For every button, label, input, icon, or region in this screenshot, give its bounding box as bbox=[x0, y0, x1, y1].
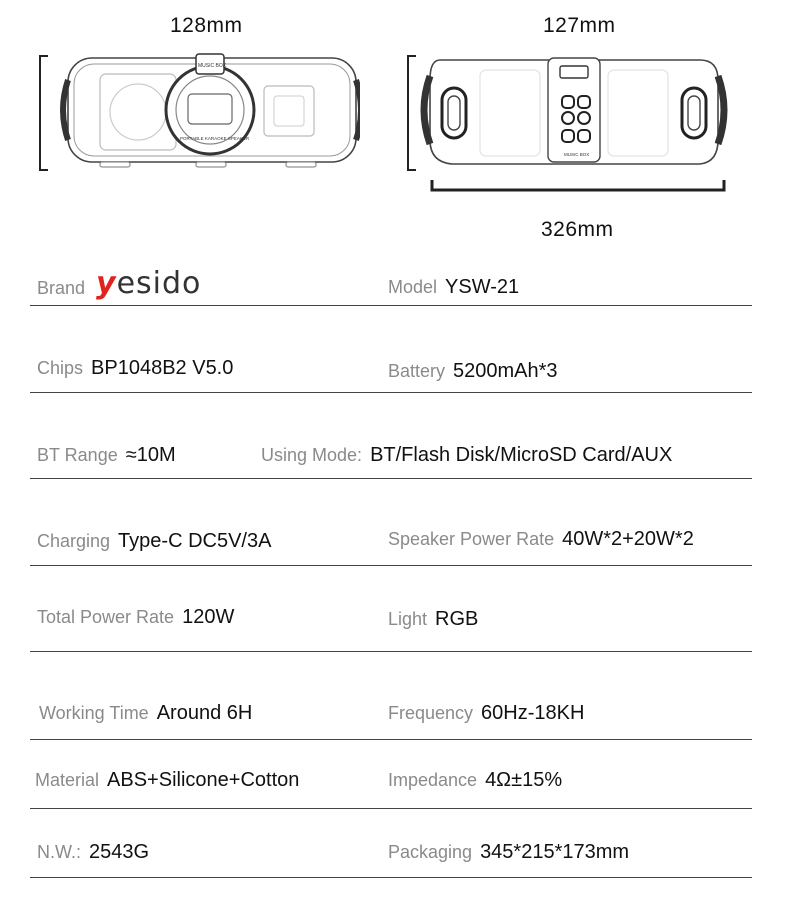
spec-label: BT Range bbox=[37, 445, 118, 465]
brand-logo-text: esido bbox=[116, 266, 202, 301]
spec-brand bbox=[37, 278, 93, 299]
spec-net-weight bbox=[37, 841, 149, 864]
row-divider bbox=[30, 305, 752, 306]
spec-value: ≈10M bbox=[125, 444, 176, 466]
spec-label: Charging bbox=[37, 531, 111, 551]
dimension-length: 326mm bbox=[541, 218, 614, 241]
spec-label: Light bbox=[388, 609, 428, 629]
spec-label: Frequency bbox=[388, 703, 474, 723]
spec-value: 4Ω±15% bbox=[485, 769, 563, 791]
spec-value: YSW-21 bbox=[445, 276, 520, 298]
spec-battery bbox=[388, 360, 558, 383]
spec-speaker-power bbox=[388, 528, 694, 551]
spec-value: BP1048B2 V5.0 bbox=[91, 357, 234, 379]
spec-label: Total Power Rate bbox=[37, 607, 175, 627]
row-divider bbox=[30, 739, 752, 740]
spec-value: 40W*2+20W*2 bbox=[562, 528, 694, 550]
brand-logo-mark: y bbox=[96, 266, 117, 301]
spec-label: Impedance bbox=[388, 770, 478, 790]
drawing-ring-text: PORTABLE KARAOKE SPEAKER bbox=[180, 136, 250, 141]
spec-brand-label: Brand bbox=[37, 278, 86, 298]
speaker-top-view-drawing bbox=[30, 40, 360, 230]
spec-charging bbox=[37, 530, 271, 553]
spec-material bbox=[35, 769, 299, 792]
spec-value: Around 6H bbox=[156, 702, 253, 724]
spec-value: 5200mAh*3 bbox=[453, 360, 558, 382]
drawing-badge-text: MUSIC BOX bbox=[198, 63, 227, 69]
spec-using-mode bbox=[261, 444, 672, 467]
spec-label: Speaker Power Rate bbox=[388, 529, 555, 549]
spec-light bbox=[388, 608, 478, 631]
spec-label: Working Time bbox=[39, 703, 149, 723]
dimension-right-width: 127mm bbox=[543, 14, 616, 37]
spec-label: Using Mode: bbox=[261, 445, 363, 465]
drawing-side-label: MUSIC BOX bbox=[564, 152, 590, 157]
spec-label: Packaging bbox=[388, 842, 473, 862]
spec-label: Battery bbox=[388, 361, 446, 381]
spec-label: Model bbox=[388, 277, 438, 297]
row-divider bbox=[30, 392, 752, 393]
brand-logo bbox=[96, 266, 201, 301]
speaker-front-view-drawing bbox=[400, 40, 740, 200]
spec-label: Chips bbox=[37, 358, 84, 378]
spec-value: 60Hz-18KH bbox=[481, 702, 585, 724]
spec-label: Material bbox=[35, 770, 100, 790]
spec-total-power bbox=[37, 606, 234, 629]
spec-value: BT/Flash Disk/MicroSD Card/AUX bbox=[370, 444, 673, 466]
row-divider bbox=[30, 808, 752, 809]
spec-model bbox=[388, 276, 519, 299]
spec-chips bbox=[37, 357, 233, 380]
row-divider bbox=[30, 651, 752, 652]
row-divider bbox=[30, 478, 752, 479]
spec-value: ABS+Silicone+Cotton bbox=[107, 769, 300, 791]
spec-impedance bbox=[388, 769, 562, 792]
dimension-left-width: 128mm bbox=[170, 14, 243, 37]
spec-label: N.W.: bbox=[37, 842, 81, 862]
spec-working-time bbox=[39, 702, 252, 725]
spec-packaging bbox=[388, 841, 629, 864]
spec-value: 2543G bbox=[89, 841, 150, 863]
row-divider bbox=[30, 565, 752, 566]
spec-bt-range bbox=[37, 444, 176, 467]
spec-value: Type-C DC5V/3A bbox=[118, 530, 272, 552]
spec-frequency bbox=[388, 702, 584, 725]
spec-value: 345*215*173mm bbox=[480, 841, 630, 863]
row-divider bbox=[30, 877, 752, 878]
spec-value: RGB bbox=[435, 608, 479, 630]
spec-value: 120W bbox=[182, 606, 235, 628]
length-bracket bbox=[428, 178, 728, 194]
